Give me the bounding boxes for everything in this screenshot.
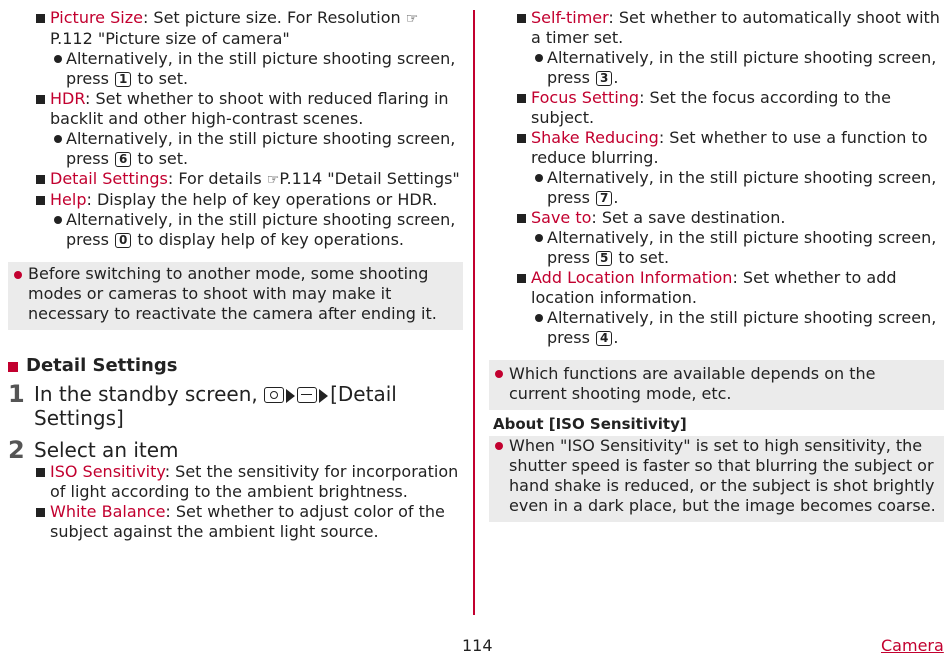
reference-icon: ☞ bbox=[266, 172, 280, 188]
list-item: Save to: Set a save destination. bbox=[489, 208, 944, 228]
term-add-location-information: Add Location Information bbox=[531, 268, 733, 287]
key-icon: 3 bbox=[596, 71, 612, 86]
list-item: Alternatively, in the still picture shooting screen, press 6 to set. bbox=[8, 129, 463, 169]
step-number: 2 bbox=[8, 436, 25, 464]
list-item: Add Location Information: Set whether to add location information. bbox=[489, 268, 944, 308]
section-title: Detail Settings bbox=[8, 356, 463, 376]
list-item: Alternatively, in the still picture shooting screen, press 4 . bbox=[489, 308, 944, 348]
list-item: HDR: Set whether to shoot with reduced flaring in backlit and other high-contrast scenes. bbox=[8, 89, 463, 129]
list-item: ISO Sensitivity: Set the sensitivity for incorporation of light according to the ambient brightness. bbox=[8, 462, 463, 502]
section-link-camera[interactable]: Camera bbox=[881, 636, 944, 655]
note-box: Before switching to another mode, some shooting modes or cameras to shoot with may make it necessary to reactivate the camera after ending it. bbox=[8, 262, 463, 330]
note-line: When "ISO Sensitivity" is set to high sensitivity, the shutter speed is faster so that blurring the subject or hand shake is reduced, or the subject is shot brightly even in a dark place, but the image becomes coarse. bbox=[493, 436, 938, 516]
note-box bbox=[489, 360, 944, 410]
list-item: Alternatively, in the still picture shooting screen, press 3 . bbox=[489, 48, 944, 88]
note-box bbox=[489, 436, 944, 522]
right-column bbox=[489, 8, 944, 522]
key-icon: 7 bbox=[596, 191, 612, 206]
list-item: Self-timer: Set whether to automatically shoot with a timer set. bbox=[489, 8, 944, 48]
list-item: Alternatively, in the still picture shooting screen, press 7 . bbox=[489, 168, 944, 208]
note-subtitle: About [ISO Sensitivity] bbox=[493, 415, 687, 433]
term-hdr: HDR bbox=[50, 89, 85, 108]
list-item: Alternatively, in the still picture shooting screen, press 0 to display help of key operations. bbox=[8, 210, 463, 250]
camera-key-icon bbox=[264, 387, 284, 403]
term-focus-setting: Focus Setting bbox=[531, 88, 640, 107]
step-2: 2 Select an item bbox=[8, 436, 179, 464]
key-icon: 6 bbox=[115, 152, 131, 167]
arrow-right-icon bbox=[286, 389, 295, 403]
key-icon: 1 bbox=[115, 72, 131, 87]
term-save-to: Save to bbox=[531, 208, 592, 227]
key-icon: 4 bbox=[596, 331, 612, 346]
step-1: 1 In the standby screen, [Detail Settings] bbox=[8, 380, 397, 430]
list-item: Alternatively, in the still picture shooting screen, press 5 to set. bbox=[489, 228, 944, 268]
reference-icon: ☞ bbox=[405, 11, 419, 27]
term-iso-sensitivity: ISO Sensitivity bbox=[50, 462, 165, 481]
step-number: 1 bbox=[8, 380, 25, 408]
page-number: 114 bbox=[462, 636, 493, 655]
note-line: Which functions are available depends on the current shooting mode, etc. bbox=[493, 364, 938, 404]
list-item: Alternatively, in the still picture shooting screen, press 1 to set. bbox=[8, 49, 463, 89]
term-shake-reducing: Shake Reducing bbox=[531, 128, 659, 147]
term-white-balance: White Balance bbox=[50, 502, 166, 521]
key-icon: 0 bbox=[115, 233, 131, 248]
list-item: White Balance: Set whether to adjust color of the subject against the ambient light source. bbox=[8, 502, 463, 542]
list-item: Focus Setting: Set the focus according to the subject. bbox=[489, 88, 944, 128]
list-item: Shake Reducing: Set whether to use a function to reduce blurring. bbox=[489, 128, 944, 168]
arrow-right-icon bbox=[319, 389, 328, 403]
list-item: Picture Size: Set picture size. For Resolution ☞ P.112 "Picture size of camera" bbox=[8, 8, 463, 49]
list-item: Help: Display the help of key operations or HDR. bbox=[8, 190, 463, 210]
left-column bbox=[8, 8, 463, 542]
key-icon: 5 bbox=[596, 251, 612, 266]
term-self-timer: Self-timer bbox=[531, 8, 609, 27]
list-item: Detail Settings: For details ☞P.114 "Detail Settings" bbox=[8, 169, 463, 190]
menu-key-icon bbox=[297, 387, 317, 403]
term-picture-size: Picture Size bbox=[50, 8, 143, 27]
term-help: Help bbox=[50, 190, 87, 209]
note-section bbox=[489, 414, 944, 434]
term-detail-settings: Detail Settings bbox=[50, 169, 168, 188]
column-divider bbox=[473, 10, 475, 615]
step-2-items bbox=[8, 462, 463, 542]
